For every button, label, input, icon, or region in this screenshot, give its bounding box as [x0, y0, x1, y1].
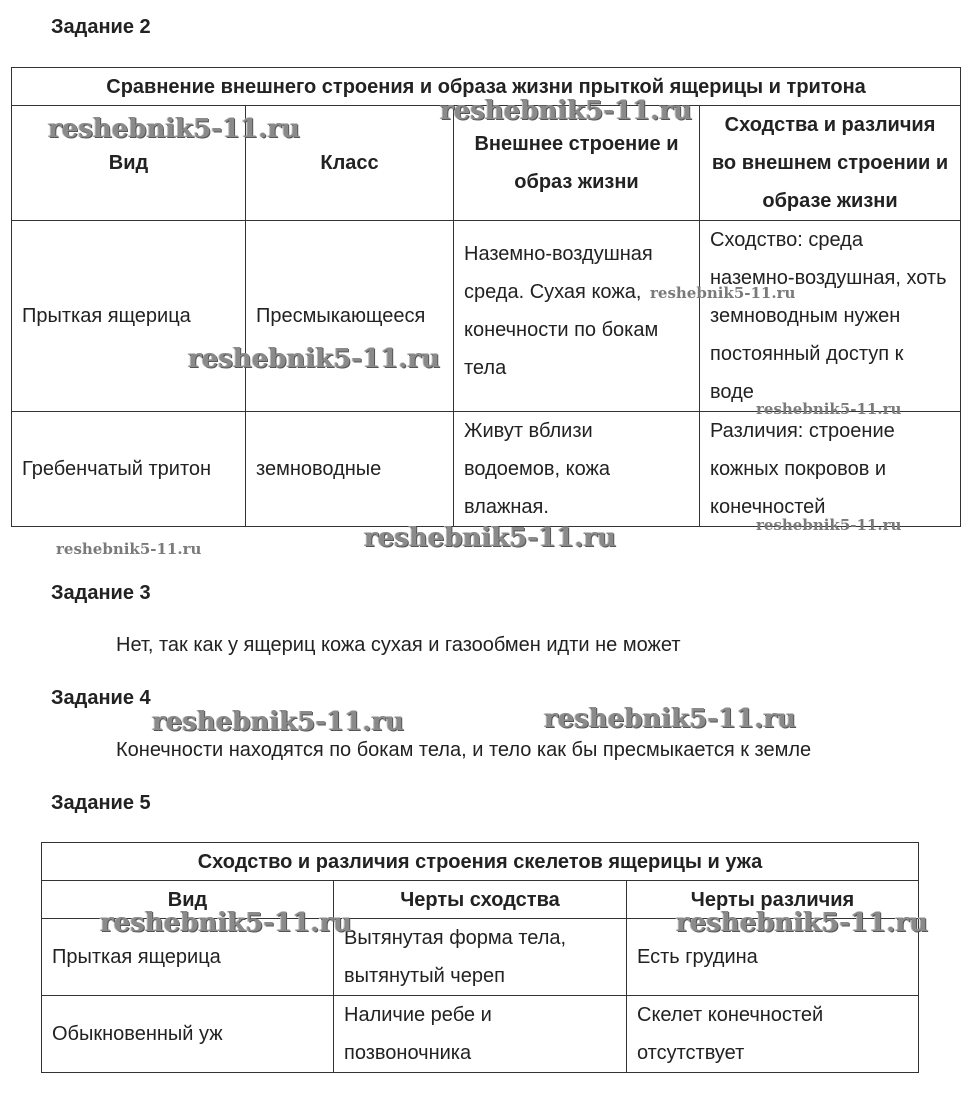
- table-cell: Прыткая ящерица: [12, 221, 246, 412]
- watermark: reshebnik5-11.ru: [756, 516, 902, 534]
- table-cell: Гребенчатый тритон: [12, 412, 246, 527]
- watermark: reshebnik5-11.ru: [188, 344, 441, 374]
- skeleton-table: [41, 842, 919, 1073]
- task3-answer: Нет, так как у ящериц кожа сухая и газообмен идти не может: [116, 634, 681, 656]
- task4-heading: Задание 4: [51, 687, 151, 709]
- table-header-cell: Вид: [42, 881, 334, 919]
- watermark: reshebnik5-11.ru: [544, 704, 797, 734]
- table-cell: Прыткая ящерица: [42, 919, 334, 996]
- table-header-cell: Черты сходства: [334, 881, 627, 919]
- table-header-cell: Внешнее строение и образ жизни: [454, 106, 700, 221]
- comparison-table: [11, 67, 961, 527]
- watermark: reshebnik5-11.ru: [48, 114, 301, 144]
- table-header-cell: Сходства и различия во внешнем строении и образе жизни: [700, 106, 961, 221]
- task5-heading: Задание 5: [51, 792, 151, 814]
- watermark: reshebnik5-11.ru: [56, 540, 202, 558]
- table-cell: Различия: строение кожных покровов и конечностей: [700, 412, 961, 527]
- table-row: [12, 221, 961, 412]
- watermark: reshebnik5-11.ru: [364, 523, 617, 553]
- skeleton-table-caption: Сходство и различия строения скелетов ящерицы и ужа: [42, 843, 919, 881]
- table-header-cell: Вид: [12, 106, 246, 221]
- table-row: [12, 412, 961, 527]
- watermark: reshebnik5-11.ru: [676, 908, 929, 938]
- table-cell: Скелет конечностей отсутствует: [627, 996, 919, 1073]
- task3-heading: Задание 3: [51, 582, 151, 604]
- table-cell: Сходство: среда наземно-воздушная, хоть земноводным нужен постоянный доступ к воде: [700, 221, 961, 412]
- table-cell: Наличие ребе и позвоночника: [334, 996, 627, 1073]
- table-cell: Живут вблизи водоемов, кожа влажная.: [454, 412, 700, 527]
- watermark: reshebnik5-11.ru: [152, 707, 405, 737]
- table-row: [42, 996, 919, 1073]
- watermark: reshebnik5-11.ru: [100, 908, 353, 938]
- table-row: [42, 919, 919, 996]
- watermark: reshebnik5-11.ru: [440, 96, 693, 126]
- task2-heading: Задание 2: [51, 16, 151, 38]
- comparison-table-caption: Сравнение внешнего строения и образа жизни прыткой ящерицы и тритона: [12, 68, 961, 106]
- table-cell: земноводные: [246, 412, 454, 527]
- watermark: reshebnik5-11.ru: [756, 400, 902, 418]
- table-header-cell: Черты различия: [627, 881, 919, 919]
- table-cell: Наземно-воздушная среда. Сухая кожа, конечности по бокам тела: [454, 221, 700, 412]
- table-cell: Пресмыкающееся: [246, 221, 454, 412]
- table-cell: Есть грудина: [627, 919, 919, 996]
- table-header-cell: Класс: [246, 106, 454, 221]
- task4-answer: Конечности находятся по бокам тела, и тело как бы пресмыкается к земле: [116, 739, 812, 761]
- table-cell: Обыкновенный уж: [42, 996, 334, 1073]
- table-cell: Вытянутая форма тела, вытянутый череп: [334, 919, 627, 996]
- watermark: reshebnik5-11.ru: [650, 284, 796, 302]
